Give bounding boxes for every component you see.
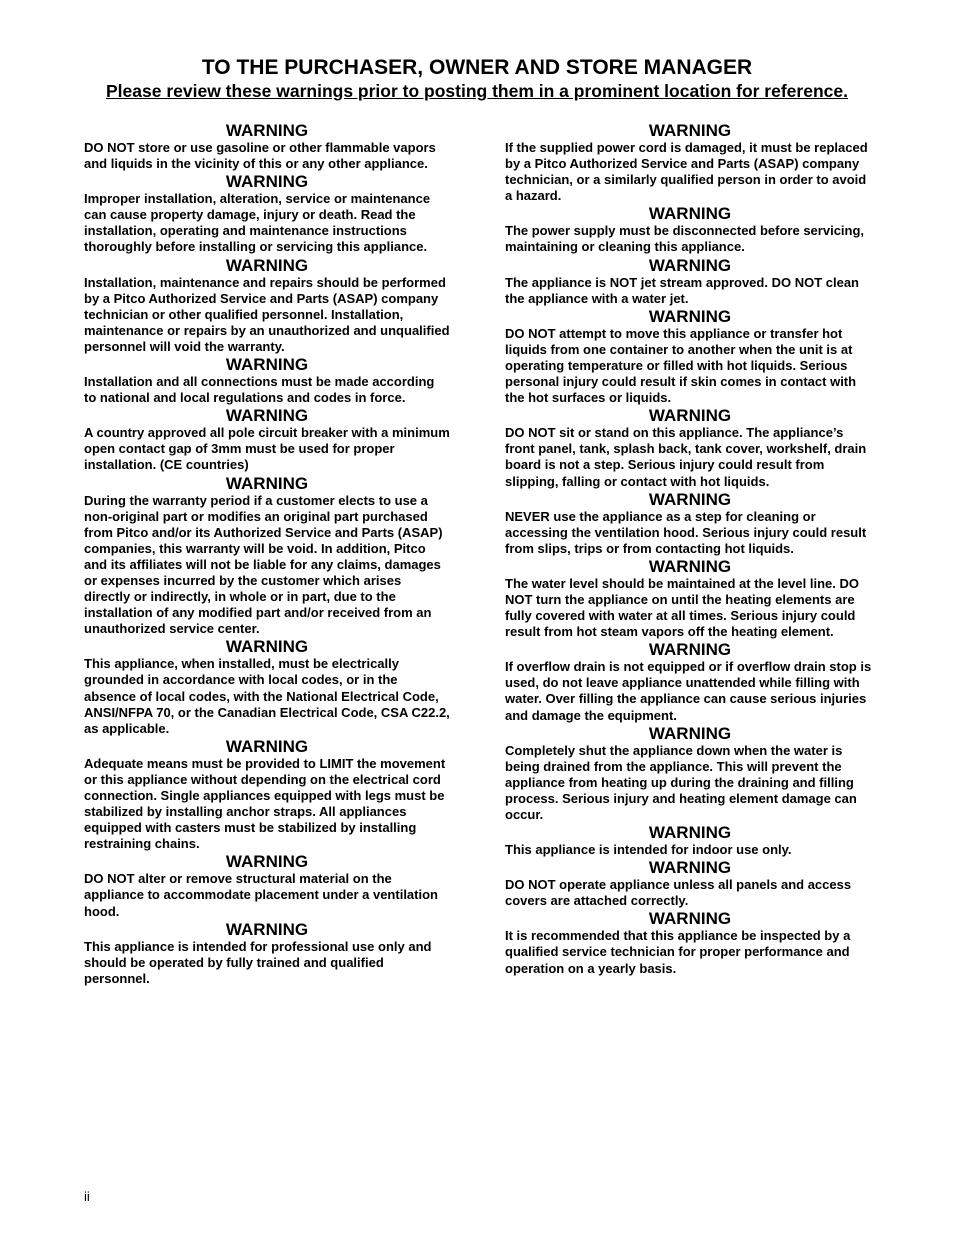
warning-heading: WARNING <box>225 637 309 657</box>
warning-text: The power supply must be disconnected before servicing, maintaining or cleaning this appliance. <box>505 223 865 255</box>
warning-text: NEVER use the appliance as a step for cleaning or accessing the ventilation hood. Serious injury could result from slips, trips or from contacting hot liquids. <box>505 508 867 556</box>
warning-block <box>84 172 450 255</box>
warning-block <box>505 858 875 909</box>
warning-block <box>84 852 450 919</box>
warning-block <box>84 121 450 172</box>
warning-block <box>505 823 875 858</box>
warning-heading: WARNING <box>225 255 309 275</box>
warning-heading: WARNING <box>648 723 732 743</box>
warning-text: DO NOT sit or stand on this appliance. The appliance’s front panel, tank, splash back, tank cover, workshelf, drain board is not a step. Serious injury could result from slipping, falling or contact with hot liquids. <box>505 425 867 489</box>
warning-heading: WARNING <box>648 489 732 509</box>
warning-block <box>84 474 450 638</box>
warning-text: DO NOT attempt to move this appliance or transfer hot liquids from one container to another when the unit is at operating temperature or filled with hot liquids. Serious personal injury could result if skin comes in contact with the hot surfaces or liquids. <box>505 325 857 406</box>
warning-heading: WARNING <box>225 852 309 872</box>
warning-heading: WARNING <box>648 255 732 275</box>
warning-text: If overflow drain is not equipped or if overflow drain stop is used, do not leave appliance unattended while filling with water. Over filling the appliance can cause serious injuries and damage the equipment. <box>505 659 872 723</box>
page-title: TO THE PURCHASER, OWNER AND STORE MANAGER <box>201 56 753 79</box>
warning-block <box>505 490 875 557</box>
warning-heading: WARNING <box>648 406 732 426</box>
warning-block <box>505 204 875 255</box>
warning-text: Adequate means must be provided to LIMIT the movement or this appliance without depending on the electrical cord connection. Single appliances equipped with legs must be stabilized by installing anchor straps. All appliances equipped with casters must be stabilized by installing restraining chains. <box>84 755 446 852</box>
warning-block <box>505 724 875 823</box>
warning-block <box>505 406 875 489</box>
warning-block <box>84 406 450 473</box>
warning-text: DO NOT store or use gasoline or other flammable vapors and liquids in the vicinity of this or any other appliance. <box>84 140 436 172</box>
warning-block <box>505 121 875 204</box>
warning-text: The water level should be maintained at the level line. DO NOT turn the appliance on until the heating elements are fully covered with water at all times. Serious injury could result from hot steam vapors off the heating element. <box>505 575 859 640</box>
warning-text: If the supplied power cord is damaged, it must be replaced by a Pitco Authorized Service and Parts (ASAP) company technician, or a similarly qualified person in order to avoid a hazard. <box>505 140 868 204</box>
right-warning-column <box>505 121 875 977</box>
warning-text: During the warranty period if a customer elects to use a non-original part or modifies an original part purchased from Pitco and/or its Authorized Service and Parts (ASAP) companies, this warranty will be void. In addition, Pitco and its affiliates will not be liable for any claims, damages or expenses incurred by the customer which arises directly or indirectly, in whole or in part, due to the installation of any modified part and/or received from an unauthorized service center. <box>84 492 443 637</box>
warning-block <box>505 307 875 406</box>
warning-block <box>84 355 450 406</box>
warning-block <box>84 256 450 355</box>
warning-text: Installation and all connections must be made according to national and local regulations and codes in force. <box>84 374 435 406</box>
warning-text: Installation, maintenance and repairs should be performed by a Pitco Authorized Service and Parts (ASAP) company technician or other qualified personnel. Installation, maintenance or repairs by an unauthorized and unqualified personnel will void the warranty. <box>84 274 450 354</box>
left-warning-column <box>84 121 450 987</box>
warning-heading: WARNING <box>225 172 309 192</box>
page-subtitle: Please review these warnings prior to posting them in a prominent location for reference. <box>106 81 848 101</box>
warning-heading: WARNING <box>225 355 309 375</box>
warning-text: It is recommended that this appliance be inspected by a qualified service technician for proper performance and operation on a yearly basis. <box>505 928 851 976</box>
warning-text: DO NOT alter or remove structural material on the appliance to accommodate placement under a ventilation hood. <box>84 871 438 919</box>
warning-text: DO NOT operate appliance unless all panels and access covers are attached correctly. <box>505 877 852 909</box>
page-number: ii <box>84 1189 90 1204</box>
warning-heading: WARNING <box>225 736 309 756</box>
warning-block <box>84 737 450 853</box>
warning-heading: WARNING <box>225 473 309 493</box>
warning-heading: WARNING <box>225 406 309 426</box>
warning-block <box>84 637 450 736</box>
warning-text: This appliance is intended for indoor use only. <box>505 842 792 858</box>
warning-text: This appliance, when installed, must be electrically grounded in accordance with local codes, or in the absence of local codes, with the National Electrical Code, ANSI/NFPA 70, or the Canadian Electrical Code, CSA C22.2, as applicable. <box>84 656 450 736</box>
warning-heading: WARNING <box>225 919 309 939</box>
warning-block <box>84 920 450 987</box>
warning-block <box>505 557 875 640</box>
warning-block <box>505 256 875 307</box>
warning-block <box>505 909 875 976</box>
warning-heading: WARNING <box>648 204 732 224</box>
warning-block <box>505 640 875 723</box>
warning-text: Improper installation, alteration, service or maintenance can cause property damage, injury or death. Read the installation, operating and maintenance instructions thoroughly before installing or servicing this appliance. <box>84 191 431 255</box>
warning-heading: WARNING <box>648 858 732 878</box>
warning-text: Completely shut the appliance down when the water is being drained from the appliance. This will prevent the appliance from heating up during the draining and filling process. Serious injury and heating element damage can occur. <box>505 742 857 822</box>
warning-heading: WARNING <box>648 823 732 843</box>
warning-heading: WARNING <box>648 121 732 140</box>
warning-heading: WARNING <box>648 306 732 326</box>
warning-heading: WARNING <box>648 909 732 929</box>
warning-text: The appliance is NOT jet stream approved. DO NOT clean the appliance with a water jet. <box>505 274 859 306</box>
warning-heading: WARNING <box>648 640 732 660</box>
warning-heading: WARNING <box>648 556 732 576</box>
warning-text: A country approved all pole circuit breaker with a minimum open contact gap of 3mm must be used for proper installation. (CE countries) <box>84 425 450 473</box>
warning-heading: WARNING <box>225 121 309 140</box>
warning-text: This appliance is intended for professional use only and should be operated by fully trained and qualified personnel. <box>84 938 432 986</box>
